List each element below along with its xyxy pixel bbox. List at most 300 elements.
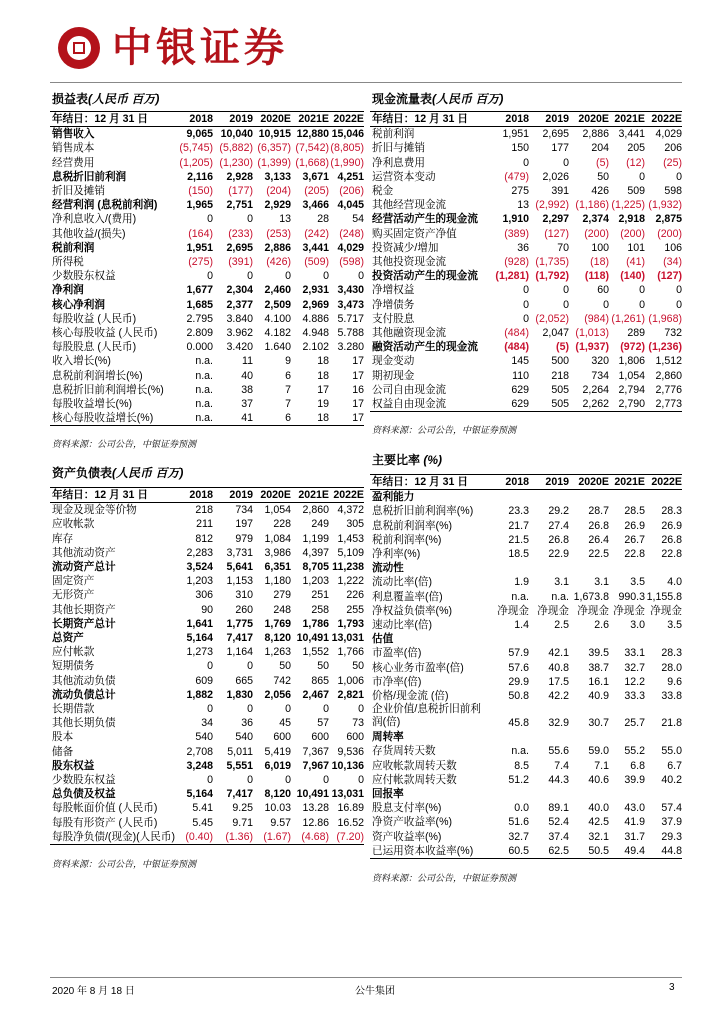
cell-value: 19: [317, 398, 329, 411]
cell-value: 3,441: [618, 128, 645, 141]
cell-value: 0: [207, 774, 213, 787]
cell-value: 45.8: [508, 717, 529, 730]
table-row: [370, 170, 682, 184]
cell-value: 21.7: [508, 519, 529, 532]
cell-value: 8,120: [264, 632, 291, 645]
table-row: [50, 645, 364, 659]
cell-value: 1,164: [226, 646, 253, 659]
cell-value: 1,552: [302, 646, 329, 659]
row-label: 运营资本变动: [372, 170, 436, 183]
table-row: [50, 298, 364, 312]
cell-value: (200): [620, 227, 645, 240]
cell-value: 27.4: [548, 519, 569, 532]
cell-value: [569, 787, 609, 801]
row-label: 流动资产总计: [52, 561, 116, 574]
cell-value: 0: [563, 284, 569, 297]
row-label: 资产收益率(%): [372, 830, 442, 843]
table-row: [370, 744, 682, 758]
table-row: [370, 156, 682, 170]
cell-value: 211: [196, 518, 213, 531]
table-row: [50, 227, 364, 241]
cell-value: 44.3: [548, 773, 569, 786]
cell-value: 38: [241, 383, 253, 396]
cell-value: 2.809: [186, 327, 213, 340]
table-row: [370, 397, 682, 412]
table-row: [50, 255, 364, 269]
cell-value: 4,029: [337, 241, 364, 254]
row-label: 核心每股收益 (人民币): [52, 327, 158, 340]
cell-value: (509): [304, 256, 329, 269]
cell-value: (1,937): [575, 341, 609, 354]
cell-value: 16.52: [337, 816, 364, 829]
income-table: [50, 111, 364, 426]
cell-value: 426: [591, 185, 609, 198]
cell-value: 18.5: [508, 548, 529, 561]
table-row: [370, 575, 682, 589]
year-header: 2019: [529, 112, 569, 127]
row-label: 净利息收入/(费用): [52, 213, 137, 226]
cell-value: 205: [627, 142, 645, 155]
cell-value: 26.9: [624, 519, 645, 532]
table-row: [370, 519, 682, 533]
cell-value: n.a.: [195, 383, 213, 396]
row-label: 息税前利润率(%): [372, 519, 453, 532]
cell-value: (127): [657, 270, 682, 283]
cell-value: 1,153: [226, 575, 253, 588]
cell-value: 37: [241, 398, 253, 411]
cell-value: 32.9: [548, 717, 569, 730]
cell-value: 57.4: [661, 802, 682, 815]
cell-value: (140): [620, 270, 645, 283]
cell-value: 2,776: [655, 383, 682, 396]
cell-value: 2,264: [582, 383, 609, 396]
income-title: 损益表(人民币 百万): [52, 92, 160, 106]
cell-value: 5.788: [337, 327, 364, 340]
table-row: [370, 298, 682, 312]
row-label: 其他投资现金流: [372, 256, 447, 269]
cell-value: (426): [266, 256, 291, 269]
cell-value: 59.0: [588, 745, 609, 758]
cell-value: 5,011: [227, 745, 253, 758]
row-label: 税金: [372, 185, 394, 198]
cell-value: 6: [285, 369, 291, 382]
table-row: [50, 369, 364, 383]
year-header: 2022E: [329, 112, 364, 127]
cell-value: (1.36): [213, 830, 253, 845]
cell-value: 206: [664, 142, 682, 155]
cell-value: 1,453: [337, 532, 364, 545]
cell-value: 10,491: [296, 788, 329, 801]
cell-value: [645, 730, 682, 744]
table-row: [50, 198, 364, 212]
cell-value: 732: [664, 327, 682, 340]
cell-value: 4.886: [302, 312, 329, 325]
cell-value: 2,056: [264, 688, 291, 701]
cell-value: 6: [253, 411, 291, 426]
cell-value: 391: [551, 185, 569, 198]
cell-value: 310: [235, 589, 253, 602]
cell-value: 150: [511, 142, 529, 155]
row-label: 应付帐款周转天数: [372, 773, 457, 786]
table-row: [50, 170, 364, 184]
table-header-row: [370, 112, 682, 127]
cell-value: 3,133: [264, 170, 291, 183]
year-header: 2020E: [569, 112, 609, 127]
year-header: 2021E: [291, 488, 329, 503]
cell-value: (5): [556, 341, 569, 354]
cell-value: 30.7: [588, 717, 609, 730]
cell-value: 865: [311, 674, 329, 687]
cell-value: 1.640: [264, 341, 291, 354]
row-label: 净权益负债率(%): [372, 604, 453, 617]
table-row: [50, 241, 364, 255]
cell-value: 33.3: [624, 690, 645, 703]
cell-value: 1,084: [264, 532, 291, 545]
cell-value: 净现金: [650, 604, 682, 617]
cell-value: (200): [657, 227, 682, 240]
header-divider: [50, 82, 682, 83]
table-row: [50, 141, 364, 155]
cell-value: 2,918: [618, 213, 645, 226]
table-row: [50, 212, 364, 226]
cell-value: (177): [228, 185, 253, 198]
cell-value: 39.5: [588, 647, 609, 660]
cell-value: 2,886: [582, 128, 609, 141]
cell-value: 1,793: [337, 617, 364, 630]
cell-value: 3.840: [226, 312, 253, 325]
table-row: [370, 561, 682, 575]
table-row: [370, 604, 682, 618]
row-label: 总负债及权益: [52, 788, 116, 801]
column-header: 年结日：12 月 31 日: [50, 112, 178, 127]
cell-value: 9,536: [337, 745, 364, 758]
cell-value: 34: [201, 717, 213, 730]
cell-value: 0: [358, 703, 364, 716]
cell-value: (1,236): [648, 341, 682, 354]
cell-value: (479): [504, 170, 529, 183]
row-label: 利息覆盖率(倍): [372, 590, 443, 603]
cell-value: 28: [317, 213, 329, 226]
cell-value: 51.2: [508, 773, 529, 786]
cell-value: 12,880: [296, 128, 329, 141]
cell-value: 2.102: [302, 341, 329, 354]
table-row: [50, 688, 364, 702]
cell-value: 6,351: [264, 561, 291, 574]
cell-value: 0: [247, 213, 253, 226]
table-row: [50, 745, 364, 759]
table-row: [50, 674, 364, 688]
cell-value: (253): [266, 227, 291, 240]
table-row: [370, 241, 682, 255]
table-row: [50, 503, 364, 518]
cell-value: 28.5: [624, 505, 645, 518]
cell-value: (972): [620, 341, 645, 354]
cell-value: 7.1: [594, 759, 609, 772]
cell-value: 2,886: [264, 241, 291, 254]
table-row: [50, 759, 364, 773]
cell-value: 9.71: [232, 816, 253, 829]
cell-value: 2,860: [655, 369, 682, 382]
cell-value: (1,230): [219, 156, 253, 169]
cell-value: 62.5: [529, 844, 569, 859]
cell-value: 0: [358, 774, 364, 787]
cell-value: 17.5: [548, 675, 569, 688]
ratios-source: 资料来源：公司公告，中银证券预测: [372, 873, 517, 883]
table-row: [370, 759, 682, 773]
year-header: 2018: [488, 112, 529, 127]
row-label: 其他流动负债: [52, 674, 116, 687]
cell-value: 3,466: [302, 199, 329, 212]
table-row: [50, 546, 364, 560]
table-row: [370, 312, 682, 326]
cell-value: 4,045: [337, 199, 364, 212]
cell-value: 1,199: [302, 532, 329, 545]
cell-value: 28.7: [588, 505, 609, 518]
row-label: 股本: [52, 731, 74, 744]
year-header: 2022E: [329, 488, 364, 503]
row-label: 税前利润: [372, 128, 415, 141]
row-label: 固定资产: [52, 575, 95, 588]
cell-value: 13.28: [302, 802, 329, 815]
cell-value: 17: [352, 398, 364, 411]
balance-source: 资料来源：公司公告，中银证券预测: [52, 859, 197, 869]
cell-value: (391): [228, 256, 253, 269]
table-row: [370, 184, 682, 198]
cell-value: 50: [352, 660, 364, 673]
cell-value: (5): [596, 156, 609, 169]
cell-value: 45: [279, 717, 291, 730]
footer-company: 公牛集团: [355, 986, 395, 997]
row-label: 少数股东权益: [52, 270, 116, 283]
cell-value: 60: [597, 284, 609, 297]
cell-value: 1,882: [186, 688, 213, 701]
table-row: [370, 590, 682, 604]
cell-value: 101: [627, 241, 645, 254]
cell-value: 249: [311, 518, 329, 531]
row-label: 无形资产: [52, 589, 95, 602]
cell-value: (34): [663, 256, 682, 269]
cell-value: 9,065: [186, 128, 213, 141]
table-row: [370, 141, 682, 155]
cell-value: 289: [627, 327, 645, 340]
cell-value: 204: [591, 142, 609, 155]
cell-value: 9.57: [270, 816, 291, 829]
cell-value: 145: [511, 355, 529, 368]
cell-value: [645, 561, 682, 575]
year-header: 2018: [178, 488, 213, 503]
row-label: 速动比率(倍): [372, 619, 433, 632]
cell-value: 3,524: [186, 561, 213, 574]
cell-value: 1,673.8: [573, 590, 609, 603]
row-label: 融资活动产生的现金流: [372, 341, 478, 354]
cell-value: 4.0: [667, 576, 682, 589]
cell-value: 5,164: [186, 788, 213, 801]
table-row: [50, 127, 364, 142]
row-label: 期初现金: [372, 369, 415, 382]
cell-value: n.a.: [195, 369, 213, 382]
cell-value: 1,769: [264, 617, 291, 630]
cell-value: 净现金: [497, 604, 529, 617]
cell-value: 1,685: [186, 298, 213, 311]
row-label: 长期资产总计: [52, 617, 116, 630]
row-label: 现金及现金等价物: [52, 504, 137, 517]
cell-value: (1,990): [330, 156, 364, 169]
row-label: 净增债务: [372, 298, 415, 311]
cell-value: (1,735): [535, 256, 569, 269]
row-label: 支付股息: [372, 312, 415, 325]
row-label: 其他融资现金流: [372, 327, 447, 340]
cell-value: 3,731: [226, 546, 253, 559]
table-row: [370, 340, 682, 354]
cell-value: 0: [603, 298, 609, 311]
cell-value: 29.2: [548, 505, 569, 518]
cell-value: 0: [639, 284, 645, 297]
cell-value: 1,203: [186, 575, 213, 588]
row-label: 息税折旧前利润: [52, 170, 127, 183]
row-label: 销售收入: [52, 128, 95, 141]
cell-value: 0: [639, 298, 645, 311]
cell-value: 10.03: [264, 802, 291, 815]
cell-value: 500: [551, 355, 569, 368]
cell-value: 306: [195, 589, 213, 602]
cell-value: 505: [529, 397, 569, 412]
cell-value: (2,052): [535, 312, 569, 325]
row-label: 周转率: [372, 731, 404, 744]
row-label: 流动性: [372, 562, 404, 575]
cell-value: [488, 561, 529, 575]
cell-value: 0: [323, 703, 329, 716]
table-row: [370, 689, 682, 703]
cell-value: 57.9: [508, 647, 529, 660]
cell-value: 0: [639, 170, 645, 183]
cell-value: 7,417: [226, 788, 253, 801]
cell-value: 17: [352, 355, 364, 368]
cell-value: [488, 730, 529, 744]
row-label: 每股帐面价值 (人民币): [52, 802, 158, 815]
cell-value: (1,205): [179, 156, 213, 169]
cell-value: 22.9: [548, 548, 569, 561]
cell-value: 8.5: [514, 759, 529, 772]
cell-value: 51.6: [508, 816, 529, 829]
cell-value: 39.9: [624, 773, 645, 786]
income-source: 资料来源：公司公告，中银证券预测: [52, 439, 197, 449]
cell-value: 2,695: [542, 128, 569, 141]
cell-value: (233): [228, 227, 253, 240]
cell-value: (598): [339, 256, 364, 269]
cell-value: 54: [352, 213, 364, 226]
row-label: 所得税: [52, 256, 84, 269]
row-label: 息税折旧前利润率(%): [372, 505, 474, 518]
row-label: 企业价值/息税折旧前利润(倍): [372, 703, 481, 729]
cashflow-table: [370, 111, 682, 412]
table-row: [50, 830, 364, 845]
table-row: [50, 354, 364, 368]
cell-value: 29.3: [661, 830, 682, 843]
table-row: [50, 560, 364, 574]
cell-value: 0: [523, 284, 529, 297]
row-label: 每股净负债/(现金)(人民币): [50, 830, 178, 845]
cell-value: (1.67): [253, 830, 291, 845]
cell-value: [645, 490, 682, 505]
year-header: 2022E: [645, 112, 682, 127]
cell-value: 320: [591, 355, 609, 368]
cell-value: 73: [352, 717, 364, 730]
cell-value: 1,203: [302, 575, 329, 588]
table-row: [50, 283, 364, 297]
cell-value: 2,794: [618, 383, 645, 396]
cell-value: 7,367: [302, 745, 329, 758]
cell-value: 2,374: [582, 213, 609, 226]
cell-value: 4,397: [302, 546, 329, 559]
table-row: [370, 198, 682, 212]
cell-value: 50: [317, 660, 329, 673]
cell-value: 1,006: [337, 674, 364, 687]
cell-value: 600: [346, 731, 364, 744]
table-row: [370, 533, 682, 547]
cell-value: 5,551: [226, 759, 253, 772]
cell-value: (4.68): [291, 830, 329, 845]
cell-value: 0: [247, 703, 253, 716]
year-header: 2022E: [645, 475, 682, 490]
cell-value: 305: [346, 518, 364, 531]
cell-value: (984): [584, 312, 609, 325]
cell-value: [488, 787, 529, 801]
cell-value: 净现金: [537, 604, 569, 617]
cell-value: 2,708: [186, 745, 213, 758]
cell-value: n.a.: [551, 590, 569, 603]
cell-value: 52.4: [548, 816, 569, 829]
cell-value: 609: [195, 674, 213, 687]
row-label: 储备: [52, 745, 74, 758]
cell-value: 31.7: [624, 830, 645, 843]
cell-value: 50.5: [569, 844, 609, 859]
table-row: [370, 369, 682, 383]
cell-value: 1,054: [264, 504, 291, 517]
cell-value: 1.9: [514, 576, 529, 589]
cell-value: 3.1: [594, 576, 609, 589]
cell-value: 1,512: [655, 355, 682, 368]
cell-value: n.a.: [511, 745, 529, 758]
row-label: 每股收益增长(%): [52, 398, 133, 411]
cell-value: 6.8: [630, 759, 645, 772]
row-label: 投资减少/增加: [372, 241, 439, 254]
cell-value: n.a.: [511, 590, 529, 603]
cell-value: [529, 490, 569, 505]
cell-value: 540: [235, 731, 253, 744]
cell-value: 49.4: [609, 844, 645, 859]
cell-value: 0: [207, 270, 213, 283]
row-label: 少数股东权益: [52, 774, 116, 787]
row-label: 折旧及摊销: [52, 185, 105, 198]
row-label: 核心业务市盈率(倍): [372, 661, 464, 674]
cell-value: 598: [664, 185, 682, 198]
table-row: [50, 631, 364, 645]
cell-value: 0: [523, 298, 529, 311]
row-label: 应付帐款: [52, 646, 95, 659]
cell-value: 29.9: [508, 675, 529, 688]
cell-value: (200): [584, 227, 609, 240]
cell-value: 40.6: [588, 773, 609, 786]
cell-value: 2,460: [264, 284, 291, 297]
cell-value: 1,054: [618, 369, 645, 382]
table-row: [50, 312, 364, 326]
cell-value: 55.6: [548, 745, 569, 758]
table-row: [50, 702, 364, 716]
row-label: 市盈率(倍): [372, 647, 422, 660]
cell-value: 0: [676, 298, 682, 311]
cell-value: 26.8: [588, 519, 609, 532]
ratios-title: 主要比率 (%): [372, 453, 443, 467]
